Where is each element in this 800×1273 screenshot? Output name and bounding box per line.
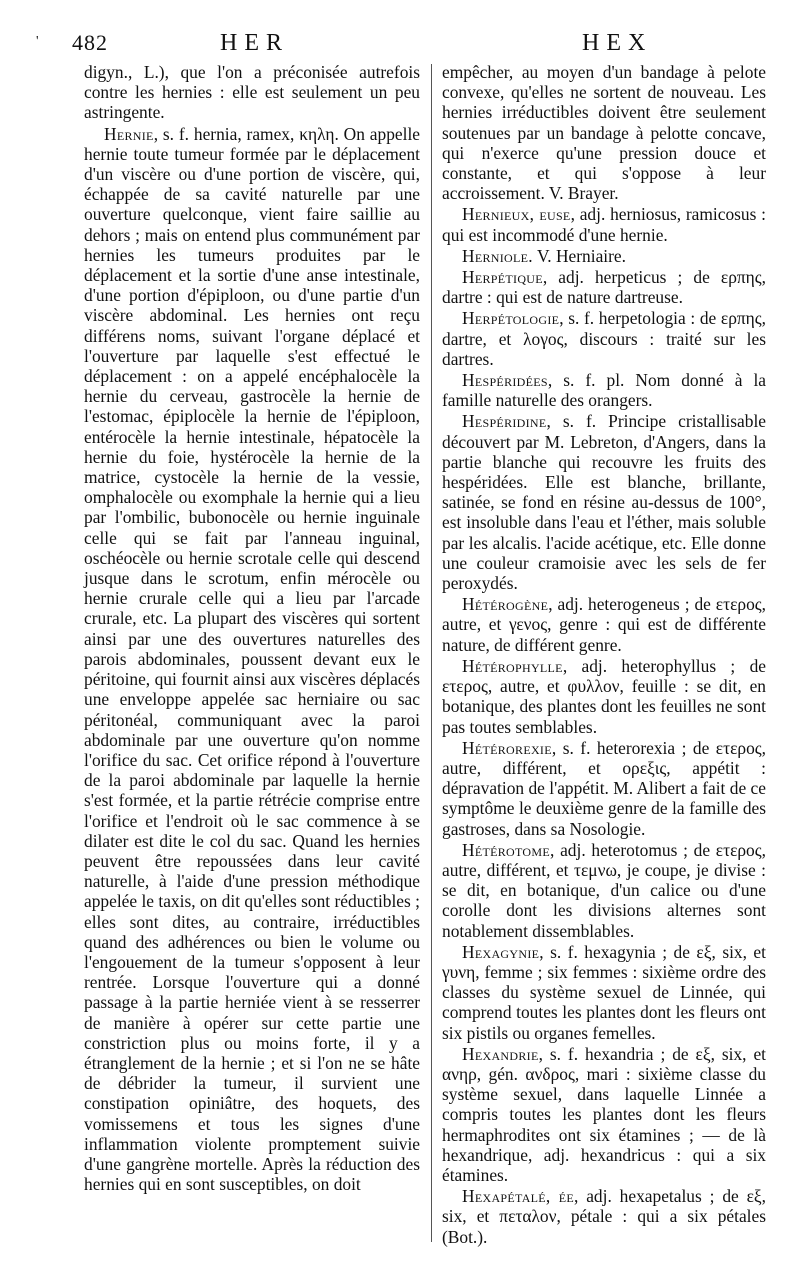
dictionary-entry (442, 370, 766, 410)
entry-headword: Hétérorexie (462, 737, 552, 758)
entry-headword: Hexagynie (462, 941, 540, 962)
dictionary-entry (442, 738, 766, 839)
entry-headword: Hernie (104, 123, 154, 144)
dictionary-entry (84, 124, 420, 1195)
entry-text: , s. f. hexandria ; de εξ, six, et ανηρ, gén. ανδρος, mari : sixième classe du système sexuel, dans laquelle Linnée a compris toutes les plantes dont les fleurs hermaphrodites ont six étamines ; — de là hexandrique, adj. hexandricus : qui a six étamines. (442, 1043, 766, 1185)
entry-text: , s. f. hexagynia ; de εξ, six, et γυνη, femme ; six femmes : sixième ordre des classes du système sexuel de Linnée, qui comprend toutes les plantes dont les fleurs ont six pistils ou organes femelles. (442, 941, 766, 1043)
dictionary-entry (442, 594, 766, 655)
dictionary-entry (442, 942, 766, 1043)
running-head-right: HEX (582, 30, 653, 56)
dictionary-entry (442, 840, 766, 941)
entry-text: , adj. herpeticus ; de ερπης, dartre : qui est de nature dartreuse. (442, 267, 766, 308)
entry-continuation (442, 62, 766, 203)
entry-text: empêcher, au moyen d'un bandage à pelote convexe, qu'elles ne sortent de nouveau. Les hernies irréductibles doivent être seulement soutenues par un bandage à pelotte concave, qui n'exerce qu'une pression douce et constante, et qui s'oppose à leur accroissement. V. Brayer. (442, 62, 766, 204)
entry-headword: Herpétique (462, 267, 543, 288)
dictionary-entry (442, 267, 766, 307)
dictionary-entry (442, 1044, 766, 1185)
page-header (70, 30, 770, 60)
entry-headword: Hétérotome (462, 839, 550, 860)
entry-headword: Hespéridées (462, 370, 548, 391)
dictionary-entry (442, 411, 766, 593)
entry-headword: Hexandrie (462, 1043, 539, 1064)
right-column (442, 62, 766, 1248)
dictionary-entry (442, 308, 766, 369)
column-rule (431, 64, 432, 1242)
entry-headword: Hexapétalé, ée (462, 1186, 574, 1207)
entry-text: , s. f. herpetologia : de ερπης, dartre, et λογος, discours : traité sur les dartres. (442, 308, 766, 369)
entry-text: , s. f. pl. Nom donné à la famille naturelle des orangers. (442, 370, 766, 411)
entry-headword: Herpétologie (462, 308, 560, 329)
entry-text: , adj. hexapetalus ; de εξ, six, et πεταλον, pétale : qui a six pétales (Bot.). (442, 1186, 766, 1247)
dictionary-entry (442, 204, 766, 244)
left-column (84, 62, 420, 1195)
entry-text: , adj. heterogeneus ; de ετερος, autre, et γενος, genre : qui est de différente nature, de différent genre. (442, 594, 766, 655)
page-number: 482 (72, 30, 108, 55)
entry-headword: Hernieux, euse (462, 204, 571, 225)
entry-text: digyn., L.), que l'on a préconisée autrefois contre les hernies : elle est seulement un peu astringente. (84, 62, 420, 123)
dictionary-entry (442, 246, 766, 266)
dictionary-entry (442, 1186, 766, 1247)
margin-mark: ' (36, 34, 39, 49)
dictionary-entry (442, 656, 766, 737)
running-head-left: HER (220, 30, 289, 56)
entry-text: , adj. heterotomus ; de ετερος, autre, différent, et τεμνω, je coupe, je divise : se dit, en botanique, d'un calice ou d'une corolle dont les divisions alternes sont notablement dissemblables. (442, 839, 766, 941)
entry-headword: Herniole. (462, 245, 533, 266)
entry-text: V. Herniaire. (532, 245, 626, 266)
entry-text: , adj. herniosus, ramicosus : qui est incommodé d'une hernie. (442, 204, 766, 245)
entry-headword: Hétérophylle (462, 655, 563, 676)
entry-headword: Hétérogène (462, 594, 549, 615)
entry-text: , s. f. heterorexia ; de ετερος, autre, différent, et ορεξις, appétit : dépravation de l'appétit. M. Alibert a fait de ce symptôme le deuxième genre de la famille des gastroses, dans sa Nosologie. (442, 737, 766, 839)
entry-headword: Hespéridine (462, 411, 547, 432)
entry-text: , s. f. Principe cristallisable découvert par M. Lebreton, d'Angers, dans la partie blanche qui recouvre les fruits des hespéridées. Elle est blanche, brillante, satinée, se fond en résine au-dessus de 100°, est insoluble dans l'eau et l'éther, mais soluble par les alcalis. l'acide acétique, etc. Elle donne une couleur cramoisie avec les sels de fer peroxydés. (442, 411, 766, 594)
entry-text: , adj. heterophyllus ; de ετερος, autre, et φυλλον, feuille : se dit, en botanique, des plantes dont les feuilles ne sont pas toutes semblables. (442, 655, 766, 737)
entry-text: , s. f. hernia, ramex, κηλη. On appelle hernie toute tumeur formée par le déplacement d'un viscère ou d'une portion de viscère, qui, échappée de sa cavité naturelle par une ouverture quelconque, vient faire saillie au dehors ; mais on entend plus communément par hernies les tumeurs produites par le déplacement et la sortie d'une anse intestinale, d'une portion d'épiploon, ou d'une partie d'un viscère abdominal. Les hernies ont reçu différens noms, suivant l'organe déplacé et l'ouverture par laquelle s'est effectué le déplacement : on a appelé encéphalocèle la hernie du cerveau, gastrocèle la hernie de l'estomac, épiplocèle la hernie de l'épiploon, entérocèle la hernie intestinale, hépatocèle la hernie du foie, hystérocèle la hernie de la matrice, cystocèle la hernie de la vessie, omphalocèle ou exomphale la hernie qui a lieu par l'ombilic, bubonocèle ou hernie inguinale celle qui se fait par l'anneau inguinal, oschéocèle ou hernie scrotale celle qui descend jusque dans le scrotum, enfin mérocèle ou hernie crurale celle qui a lieu par l'arcade crurale, etc. La plupart des viscères qui sortent ainsi par une des ouvertures naturelles des parois abdominales, poussent devant eux le péritoine, qui fournit ainsi aux viscères déplacés une enveloppe appelée sac herniaire ou sac péritonéal, communiquant avec la paroi abdominale par une ouverture qu'on nomme l'orifice du sac. Cet orifice répond à l'ouverture de la paroi abdominale par laquelle la hernie s'est formée, et la partie rétrécie comprise entre l'orifice et l'endroit où le sac commence à se dilater est dite le col du sac. Quand les hernies peuvent être repoussées dans leur cavité naturelle, à l'aide d'une pression méthodique appelée le taxis, on dit qu'elles sont réductibles ; elles sont dites, au contraire, irréductibles quand des adhérences ou bien le volume ou l'engouement de la tumeur s'opposent à leur rentrée. Lorsque l'ouverture qui a donné passage à la partie herniée vient à se resserrer de manière à opérer sur cette partie une constriction plus ou moins forte, il y a étranglement de la hernie ; et si l'on ne se hâte de débrider la tumeur, il survient une constipation opiniâtre, des hoquets, des vomissemens et tous les signes d'une inflammation violente promptement suivie d'une gangrène mortelle. Après la réduction des hernies qui en sont susceptibles, on doit (84, 123, 420, 1195)
entry-continuation (84, 62, 420, 123)
